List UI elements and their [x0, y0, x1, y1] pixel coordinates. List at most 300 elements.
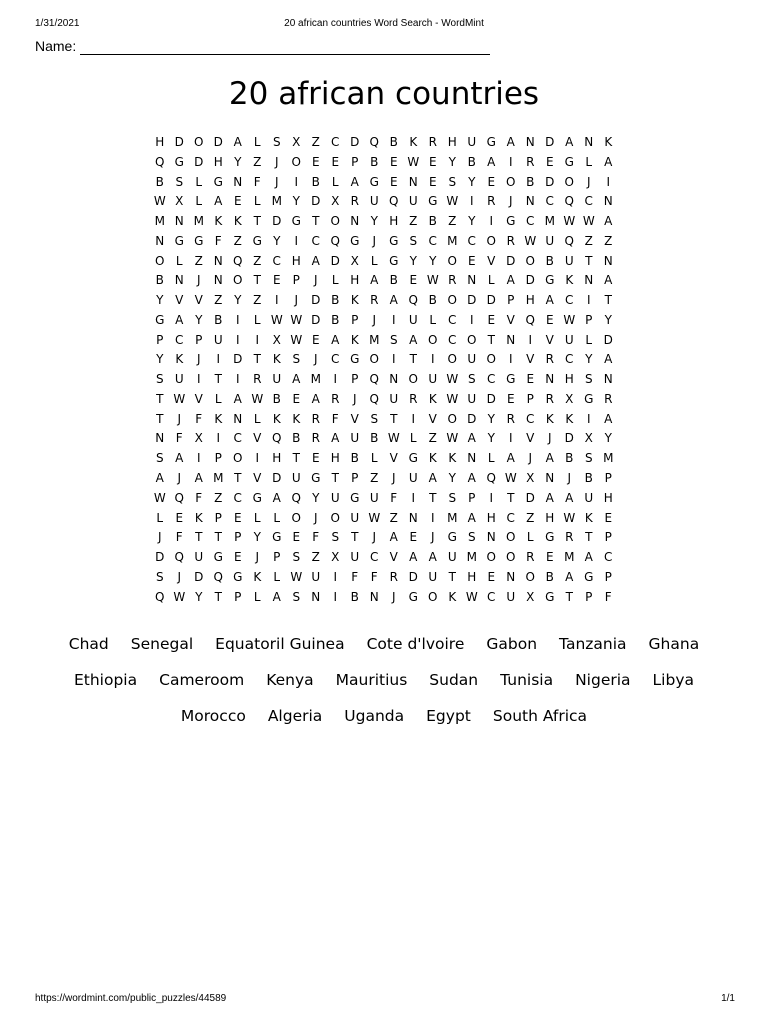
grid-letter: N — [525, 194, 535, 209]
grid-letter: C — [584, 194, 593, 209]
grid-letter: P — [156, 332, 164, 347]
grid-letter: R — [311, 411, 320, 426]
grid-letter: I — [196, 451, 201, 466]
grid-letter: G — [194, 233, 204, 248]
grid-letter: S — [155, 372, 164, 387]
grid-letter: E — [272, 273, 281, 288]
grid-letter: V — [253, 431, 262, 446]
grid-letter: M — [466, 550, 477, 565]
grid-letter: N — [213, 273, 223, 288]
grid-letter: O — [369, 352, 379, 367]
grid-letter: Y — [370, 214, 378, 229]
grid-letter: Q — [213, 569, 223, 584]
grid-letter: O — [447, 352, 457, 367]
grid-letter: D — [603, 332, 613, 347]
grid-letter: K — [233, 214, 242, 229]
grid-letter: K — [545, 411, 554, 426]
grid-letter: G — [233, 569, 243, 584]
grid-letter: U — [408, 312, 418, 327]
grid-letter: L — [331, 174, 339, 189]
grid-letter: T — [429, 490, 437, 505]
grid-letter: Q — [564, 194, 574, 209]
grid-letter: U — [545, 233, 555, 248]
grid-row — [150, 350, 618, 370]
grid-letter: L — [195, 194, 203, 209]
grid-letter: W — [290, 332, 303, 347]
grid-letter: Q — [155, 154, 165, 169]
grid-letter: C — [526, 214, 535, 229]
grid-letter: O — [291, 510, 301, 525]
word-list-row — [0, 662, 768, 698]
grid-letter: I — [430, 510, 435, 525]
grid-letter: O — [428, 332, 438, 347]
grid-letter: Y — [468, 174, 476, 189]
grid-letter: K — [350, 332, 359, 347]
grid-letter: E — [467, 253, 476, 268]
grid-letter: N — [369, 589, 379, 604]
grid-letter: I — [508, 431, 513, 446]
grid-letter: I — [586, 411, 591, 426]
grid-letter: H — [330, 451, 340, 466]
grid-letter: D — [174, 135, 184, 149]
grid-letter: F — [370, 569, 378, 584]
grid-row — [150, 192, 618, 212]
grid-letter: X — [565, 391, 574, 406]
grid-letter: L — [195, 174, 203, 189]
grid-letter: S — [467, 530, 476, 545]
grid-row — [150, 548, 618, 568]
grid-letter: U — [174, 372, 184, 387]
grid-letter: D — [467, 293, 477, 308]
grid-letter: U — [194, 550, 204, 565]
grid-letter: J — [372, 312, 377, 327]
grid-row — [150, 252, 618, 272]
grid-letter: J — [547, 431, 552, 446]
grid-letter: C — [311, 233, 320, 248]
grid-letter: M — [310, 372, 321, 387]
grid-letter: C — [526, 411, 535, 426]
grid-letter: G — [545, 589, 555, 604]
grid-letter: G — [174, 154, 184, 169]
grid-letter: G — [486, 135, 496, 149]
grid-letter: A — [389, 530, 398, 545]
grid-letter: A — [155, 471, 164, 486]
grid-letter: Z — [370, 471, 379, 486]
word-item: Sudan — [429, 671, 479, 689]
grid-letter: L — [487, 451, 495, 466]
grid-letter: A — [233, 391, 242, 406]
grid-letter: C — [428, 233, 437, 248]
grid-letter: J — [313, 352, 318, 367]
grid-letter: I — [586, 293, 591, 308]
grid-letter: K — [604, 135, 613, 149]
grid-letter: A — [565, 490, 574, 505]
grid-letter: Y — [156, 293, 164, 308]
grid-letter: Z — [233, 233, 242, 248]
grid-letter: Z — [448, 214, 457, 229]
grid-letter: Z — [428, 431, 437, 446]
grid-letter: V — [350, 411, 359, 426]
grid-letter: W — [446, 372, 459, 387]
grid-row — [150, 291, 618, 311]
grid-letter: I — [333, 589, 338, 604]
grid-letter: L — [429, 312, 437, 327]
grid-letter: U — [213, 332, 223, 347]
word-item: Egypt — [426, 707, 471, 725]
grid-letter: K — [350, 293, 359, 308]
grid-letter: T — [195, 530, 203, 545]
grid-letter: P — [214, 451, 222, 466]
grid-letter: T — [409, 352, 417, 367]
grid-letter: C — [448, 332, 457, 347]
grid-letter: C — [604, 550, 613, 565]
grid-letter: U — [311, 569, 321, 584]
grid-letter: U — [291, 471, 301, 486]
grid-letter: W — [368, 510, 381, 525]
grid-letter: X — [584, 431, 593, 446]
grid-letter: W — [290, 569, 303, 584]
grid-letter: H — [291, 253, 301, 268]
grid-letter: I — [489, 214, 494, 229]
grid-letter: G — [564, 154, 574, 169]
grid-letter: U — [350, 550, 360, 565]
grid-letter: L — [214, 391, 222, 406]
grid-letter: Y — [604, 312, 612, 327]
grid-letter: B — [526, 174, 535, 189]
word-item: Tanzania — [559, 635, 627, 653]
grid-letter: S — [292, 550, 301, 565]
grid-letter: E — [487, 174, 496, 189]
grid-letter: N — [155, 431, 165, 446]
puzzle-title: 20 african countries — [228, 76, 540, 112]
grid-letter: I — [469, 312, 474, 327]
grid-letter: K — [448, 451, 457, 466]
grid-letter: H — [603, 490, 613, 505]
grid-letter: T — [156, 391, 164, 406]
word-item: Tunisia — [500, 671, 554, 689]
grid-letter: K — [194, 510, 203, 525]
word-item: Libya — [652, 671, 694, 689]
grid-letter: N — [584, 273, 594, 288]
grid-letter: Z — [214, 293, 223, 308]
grid-letter: E — [487, 569, 496, 584]
grid-letter: N — [603, 372, 613, 387]
grid-letter: R — [389, 569, 398, 584]
grid-letter: A — [604, 154, 613, 169]
word-item: Nigeria — [575, 671, 631, 689]
grid-letter: B — [331, 293, 340, 308]
grid-letter: S — [409, 233, 418, 248]
grid-letter: U — [408, 194, 418, 209]
grid-letter: R — [545, 352, 554, 367]
grid-letter: M — [447, 510, 458, 525]
grid-letter: A — [506, 135, 515, 149]
grid-letter: A — [428, 550, 437, 565]
grid-letter: D — [311, 312, 321, 327]
word-item: Equatoril Guinea — [215, 635, 345, 653]
grid-row — [150, 173, 618, 193]
grid-letter: C — [331, 135, 340, 149]
grid-letter: K — [409, 135, 418, 149]
grid-letter: P — [292, 273, 300, 288]
grid-letter: F — [604, 589, 612, 604]
grid-letter: V — [526, 431, 535, 446]
grid-letter: K — [292, 411, 301, 426]
grid-letter: S — [389, 332, 398, 347]
grid-letter: J — [177, 471, 182, 486]
grid-letter: B — [331, 312, 340, 327]
word-item: Gabon — [486, 635, 538, 653]
grid-letter: I — [255, 332, 260, 347]
grid-letter: K — [253, 569, 262, 584]
grid-letter: M — [271, 194, 282, 209]
grid-letter: I — [333, 372, 338, 387]
grid-letter: H — [272, 451, 282, 466]
grid-letter: G — [155, 312, 165, 327]
grid-letter: K — [272, 352, 281, 367]
grid-letter: Q — [174, 550, 184, 565]
grid-letter: G — [506, 214, 516, 229]
grid-letter: A — [331, 332, 340, 347]
grid-letter: U — [564, 253, 574, 268]
grid-letter: J — [586, 174, 591, 189]
grid-letter: A — [604, 411, 613, 426]
grid-letter: N — [545, 471, 555, 486]
grid-letter: A — [467, 431, 476, 446]
grid-letter: I — [469, 194, 474, 209]
grid-letter: Q — [369, 135, 379, 149]
grid-letter: N — [603, 194, 613, 209]
word-item: Mauritius — [335, 671, 408, 689]
grid-letter: P — [351, 312, 359, 327]
grid-letter: K — [175, 352, 184, 367]
grid-letter: S — [292, 352, 301, 367]
grid-letter: G — [447, 530, 457, 545]
grid-letter: I — [235, 312, 240, 327]
grid-letter: O — [506, 530, 516, 545]
grid-letter: B — [350, 589, 359, 604]
grid-letter: J — [508, 194, 513, 209]
grid-letter: Q — [525, 312, 535, 327]
grid-letter: O — [330, 510, 340, 525]
grid-letter: N — [408, 174, 418, 189]
grid-letter: O — [408, 372, 418, 387]
grid-letter: M — [154, 214, 165, 229]
grid-letter: I — [196, 372, 201, 387]
grid-letter: F — [175, 530, 183, 545]
grid-letter: B — [370, 431, 379, 446]
grid-letter: E — [175, 510, 184, 525]
grid-letter: A — [545, 490, 554, 505]
grid-letter: T — [214, 530, 222, 545]
grid-letter: S — [292, 589, 301, 604]
grid-letter: B — [292, 431, 301, 446]
print-date: 1/31/2021 — [35, 18, 80, 29]
grid-letter: N — [174, 214, 184, 229]
grid-letter: E — [311, 332, 320, 347]
grid-letter: M — [544, 214, 555, 229]
word-item: Kenya — [266, 671, 314, 689]
grid-letter: V — [389, 550, 398, 565]
grid-letter: M — [213, 471, 224, 486]
grid-letter: C — [370, 550, 379, 565]
grid-letter: P — [585, 589, 593, 604]
grid-letter: G — [545, 530, 555, 545]
grid-letter: D — [486, 293, 496, 308]
grid-letter: I — [216, 431, 221, 446]
letter-grid — [150, 133, 618, 607]
grid-letter: G — [545, 273, 555, 288]
grid-letter: D — [213, 135, 223, 149]
grid-letter: O — [194, 135, 204, 149]
grid-letter: P — [234, 589, 242, 604]
grid-letter: N — [467, 451, 477, 466]
grid-letter: B — [214, 312, 223, 327]
grid-letter: O — [564, 174, 574, 189]
word-item: South Africa — [492, 707, 588, 725]
grid-letter: A — [175, 451, 184, 466]
grid-letter: R — [253, 372, 262, 387]
print-header-title: 20 african countries Word Search - WordMint — [284, 18, 484, 29]
grid-letter: K — [428, 451, 437, 466]
grid-letter: W — [504, 471, 517, 486]
grid-letter: I — [391, 352, 396, 367]
grid-letter: B — [428, 293, 437, 308]
grid-letter: R — [448, 273, 457, 288]
grid-letter: C — [233, 431, 242, 446]
grid-letter: D — [350, 135, 360, 149]
grid-letter: W — [446, 194, 459, 209]
grid-letter: E — [331, 154, 340, 169]
grid-letter: O — [525, 569, 535, 584]
grid-letter: A — [467, 510, 476, 525]
grid-letter: D — [272, 214, 282, 229]
grid-letter: J — [255, 550, 260, 565]
grid-letter: S — [448, 174, 457, 189]
grid-letter: R — [604, 391, 613, 406]
grid-letter: N — [408, 510, 418, 525]
grid-letter: H — [155, 135, 165, 149]
grid-letter: W — [446, 391, 459, 406]
grid-letter: Q — [369, 391, 379, 406]
grid-letter: Z — [389, 510, 398, 525]
grid-letter: B — [272, 391, 281, 406]
grid-letter: E — [292, 530, 301, 545]
grid-letter: P — [468, 490, 476, 505]
grid-letter: Z — [253, 253, 262, 268]
grid-letter: C — [545, 194, 554, 209]
grid-letter: V — [253, 471, 262, 486]
grid-letter: B — [389, 273, 398, 288]
grid-letter: P — [604, 471, 612, 486]
grid-row — [150, 390, 618, 410]
grid-letter: Q — [389, 194, 399, 209]
grid-letter: N — [350, 214, 360, 229]
grid-letter: R — [506, 411, 515, 426]
grid-letter: S — [331, 530, 340, 545]
grid-letter: G — [408, 589, 418, 604]
grid-letter: T — [585, 530, 593, 545]
grid-letter: W — [153, 490, 166, 505]
grid-letter: I — [411, 490, 416, 505]
grid-letter: W — [387, 431, 400, 446]
grid-letter: G — [272, 530, 282, 545]
grid-letter: Q — [486, 471, 496, 486]
grid-letter: J — [313, 273, 318, 288]
name-label: Name: — [35, 38, 77, 54]
grid-letter: O — [506, 550, 516, 565]
grid-letter: A — [292, 372, 301, 387]
grid-letter: U — [369, 194, 379, 209]
grid-letter: Y — [234, 293, 242, 308]
grid-letter: V — [545, 332, 554, 347]
grid-row — [150, 588, 618, 608]
grid-letter: U — [369, 490, 379, 505]
grid-letter: Y — [195, 312, 203, 327]
grid-letter: N — [506, 332, 516, 347]
grid-letter: R — [545, 391, 554, 406]
grid-letter: X — [292, 135, 301, 149]
grid-letter: Y — [253, 530, 261, 545]
grid-letter: K — [428, 391, 437, 406]
grid-letter: A — [506, 273, 515, 288]
grid-letter: E — [233, 194, 242, 209]
grid-letter: W — [465, 589, 478, 604]
grid-letter: S — [370, 411, 379, 426]
grid-letter: G — [389, 253, 399, 268]
grid-letter: R — [311, 431, 320, 446]
grid-letter: G — [350, 490, 360, 505]
grid-letter: J — [372, 530, 377, 545]
grid-letter: U — [506, 589, 516, 604]
grid-letter: N — [467, 273, 477, 288]
grid-letter: L — [273, 510, 281, 525]
grid-letter: E — [428, 154, 437, 169]
grid-letter: A — [331, 431, 340, 446]
grid-letter: O — [233, 451, 243, 466]
grid-letter: A — [311, 391, 320, 406]
grid-letter: A — [565, 135, 574, 149]
grid-letter: Q — [330, 233, 340, 248]
grid-letter: A — [194, 471, 203, 486]
grid-letter: V — [194, 391, 203, 406]
grid-letter: D — [486, 391, 496, 406]
grid-letter: C — [487, 589, 496, 604]
grid-letter: R — [331, 391, 340, 406]
grid-letter: Y — [292, 194, 300, 209]
grid-letter: X — [331, 550, 340, 565]
grid-row — [150, 232, 618, 252]
grid-letter: E — [409, 530, 418, 545]
grid-letter: W — [446, 431, 459, 446]
grid-letter: R — [526, 550, 535, 565]
grid-letter: O — [506, 174, 516, 189]
grid-letter: Y — [448, 471, 456, 486]
grid-letter: E — [545, 550, 554, 565]
grid-letter: L — [585, 332, 593, 347]
grid-letter: U — [584, 490, 594, 505]
grid-letter: A — [175, 312, 184, 327]
grid-letter: B — [311, 174, 320, 189]
grid-letter: Y — [273, 233, 281, 248]
grid-letter: E — [311, 154, 320, 169]
grid-letter: V — [194, 293, 203, 308]
grid-letter: L — [370, 451, 378, 466]
grid-letter: T — [487, 332, 495, 347]
grid-letter: H — [467, 569, 477, 584]
grid-letter: T — [214, 589, 222, 604]
grid-letter: Z — [253, 293, 262, 308]
